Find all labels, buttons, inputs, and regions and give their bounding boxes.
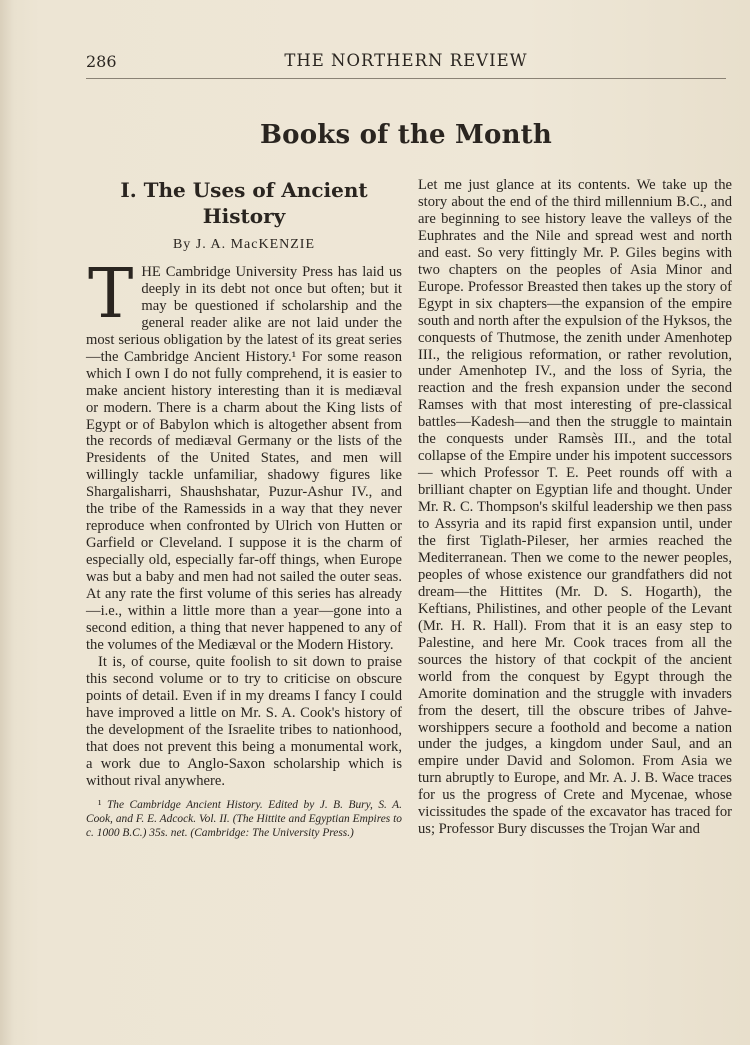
footnote-mark: ¹ <box>98 798 102 811</box>
page-number: 286 <box>86 52 117 71</box>
header-rule <box>86 78 726 79</box>
article-title <box>86 177 402 229</box>
paragraph-1-text: HE Cambridge University Press has laid us deeply in its debt not once but often; but it may be questioned if scholarship and the general reader alike are not laid under the most serious obligation by the latest of its great series—the Cambridge Ancient History.¹ For some reason which I own I do not fully comprehend, it is easier to make ancient history interesting than it is mediæval or modern. There is a charm about the King lists of Egypt or of Babylon which is altogether absent from the records of mediæval Germany or the lists of the Presidents of the United States, and men will willingly tackle unfamiliar, shadowy figures like Shargalisharri, Shaushshatar, Puzur-Ashur IV., and the tribe of the Ramessids in a way that they never reproduce when confronted by Ulrich von Hutten or Garfield or Cleveland. I suppose it is the charm of especially old, especially far-off things, when Europe was but a baby and men had not sailed the outer seas. At any rate the first volume of this series has already—i.e., within a little more than a year—gone into a second edition, a thing that never happened to any of the volumes of the Mediæval or the Modern History. <box>86 263 402 653</box>
paragraph-3: Let me just glance at its contents. We take up the story about the end of the third millennium B.C., and are beginning to see history leave the valleys of the Euphrates and the Nile and spread west and north and east. So very fittingly Mr. P. Giles begins with two chapters on the peoples of Asia Minor and Europe. Professor Breasted then takes up the story of Egypt in six chapters—the expansion of the empire south and north after the expulsion of the Hyksos, the conquests of Thutmose, the zenith under Amenhotep III., the religious reformation, or rather revolution, under Amenhotep IV., and the loss of Syria, the reaction and the fresh expansion under the second Ramses with that most interesting of pre-classical battles—Kadesh—and then the struggle to maintain the conquests under Ramsès III., and the total collapse of the Empire under his impotent successors — which Professor T. E. Peet rounds off with a brilliant chapter on Egyptian life and thought. Under Mr. R. C. Thompson's skilful leadership we then pass to Assyria and its rapid first expansion until, under the first Tiglath-Pileser, her armies reached the Mediterranean. Then we come to the newer peoples, peoples of whose existence our grandfathers did not dream—the Hittites (Mr. D. S. Hogarth), the Keftians, Philistines, and other people of the Levant (Mr. H. R. Hall). From that it is an easy step to Palestine, and here Mr. Cook traces from all the sources the history of that cockpit of the ancient world from the conquest by Egypt through the Amorite domination and the struggle with invaders from the desert, till the obscure tribes of Jahve-worshippers secure a foothold and become a nation under the judges, a kingdom under Saul, and an empire under David and Solomon. From Asia we turn abruptly to Europe, and Mr. A. J. B. Wace traces for us the progress of Crete and Mycenae, whose vicissitudes the spade of the excavator has traced for us; Professor Bury discusses the Trojan War and <box>418 177 732 838</box>
paragraph-1 <box>86 254 402 654</box>
article-title-line1: I. The Uses of Ancient <box>120 178 368 202</box>
running-head: THE NORTHERN REVIEW <box>284 51 528 70</box>
page-header <box>86 50 726 74</box>
byline: By J. A. MacKENZIE <box>172 237 316 252</box>
left-column <box>86 177 402 840</box>
footnote <box>86 798 402 840</box>
footnote-text: The Cambridge Ancient History. Edited by J. B. Bury, S. A. Cook, and F. E. Adcock. Vol. II. (The Hittite and Egyptian Empires to c. 1000 B.C.) 35s. net. (Cambridge: The University Press.) <box>86 798 402 839</box>
drop-cap: T <box>88 254 134 334</box>
section-title: Books of the Month <box>260 120 552 150</box>
right-column <box>418 177 732 838</box>
paragraph-2: It is, of course, quite foolish to sit down to praise this second volume or to try to criticise on obscure points of detail. Even if in my dreams I fancy I could have improved a little on Mr. S. A. Cook's history of the development of the Israelite tribes to nationhood, that does not prevent this being a monumental work, a work due to Anglo-Saxon scholarship which is without rival anywhere. <box>86 653 402 789</box>
article-title-line2: History <box>202 204 286 228</box>
